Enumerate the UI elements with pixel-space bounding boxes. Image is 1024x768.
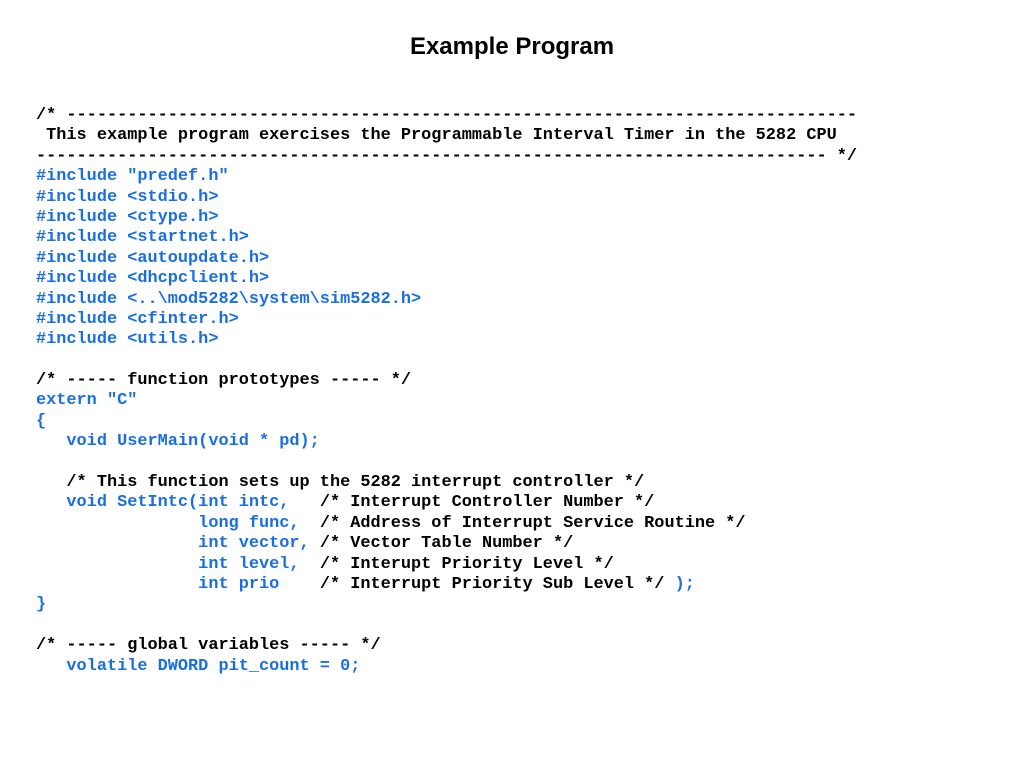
code-line	[36, 371, 996, 391]
code-comment: /* Interrupt Priority Sub Level */	[319, 574, 665, 594]
code-comment: /* Interupt Priority Level */	[319, 554, 614, 574]
code-comment: /* Interrupt Controller Number */	[319, 493, 655, 513]
code-statement: int level,	[36, 554, 320, 574]
code-comment: /* ------------------------------------------------------------------------------	[36, 106, 858, 125]
code-statement: #include <cfinter.h>	[36, 309, 239, 329]
code-line	[36, 595, 996, 615]
code-line	[36, 208, 996, 228]
code-line	[36, 188, 996, 208]
code-line	[36, 330, 996, 350]
code-statement: void UserMain(void * pd);	[36, 432, 320, 452]
code-statement: volatile DWORD pit_count = 0;	[36, 656, 361, 676]
code-line	[36, 310, 996, 330]
code-line	[36, 228, 996, 248]
code-statement: #include <dhcpclient.h>	[36, 269, 270, 289]
code-comment: /* Address of Interrupt Service Routine */	[319, 513, 746, 533]
code-line	[36, 147, 996, 167]
code-comment: /* ----- function prototypes ----- */	[36, 371, 412, 391]
code-statement: #include <startnet.h>	[36, 228, 249, 248]
code-statement: #include <utils.h>	[36, 330, 219, 350]
code-comment: This example program exercises the Programmable Interval Timer in the 5282 CPU	[36, 126, 837, 146]
code-line	[36, 453, 996, 473]
code-line	[36, 534, 996, 554]
code-statement: extern "C"	[36, 391, 138, 411]
code-line	[36, 555, 996, 575]
code-statement: #include "predef.h"	[36, 167, 229, 187]
slide-title: Example Program	[409, 33, 615, 60]
code-statement: #include <stdio.h>	[36, 187, 219, 207]
code-statement: long func,	[36, 513, 320, 533]
code-statement: void SetIntc(int intc,	[36, 493, 320, 513]
code-line	[36, 269, 996, 289]
code-statement: #include <autoupdate.h>	[36, 248, 270, 268]
code-comment: /* This function sets up the 5282 interrupt controller */	[36, 473, 645, 493]
code-statement: }	[36, 595, 47, 615]
code-line	[36, 657, 996, 677]
code-comment: ------------------------------------------------------------------------------ */	[36, 146, 858, 166]
code-line	[36, 106, 996, 126]
code-line	[36, 290, 996, 310]
code-line	[36, 412, 996, 432]
code-line	[36, 432, 996, 452]
code-line	[36, 167, 996, 187]
code-line	[36, 636, 996, 656]
code-line	[36, 493, 996, 513]
code-statement: int prio	[36, 574, 320, 594]
code-statement: #include <ctype.h>	[36, 207, 219, 227]
code-line	[36, 249, 996, 269]
code-line	[36, 616, 996, 636]
code-line	[36, 514, 996, 534]
code-statement: {	[36, 411, 47, 431]
code-statement: #include <..\mod5282\system\sim5282.h>	[36, 289, 422, 309]
code-listing	[36, 106, 996, 677]
code-comment: /* ----- global variables ----- */	[36, 636, 381, 656]
code-line	[36, 473, 996, 493]
code-line	[36, 391, 996, 411]
code-line	[36, 575, 996, 595]
code-line	[36, 126, 996, 146]
code-statement: );	[664, 574, 695, 594]
code-statement: int vector,	[36, 534, 320, 554]
code-comment: /* Vector Table Number */	[319, 534, 574, 554]
code-line	[36, 351, 996, 371]
